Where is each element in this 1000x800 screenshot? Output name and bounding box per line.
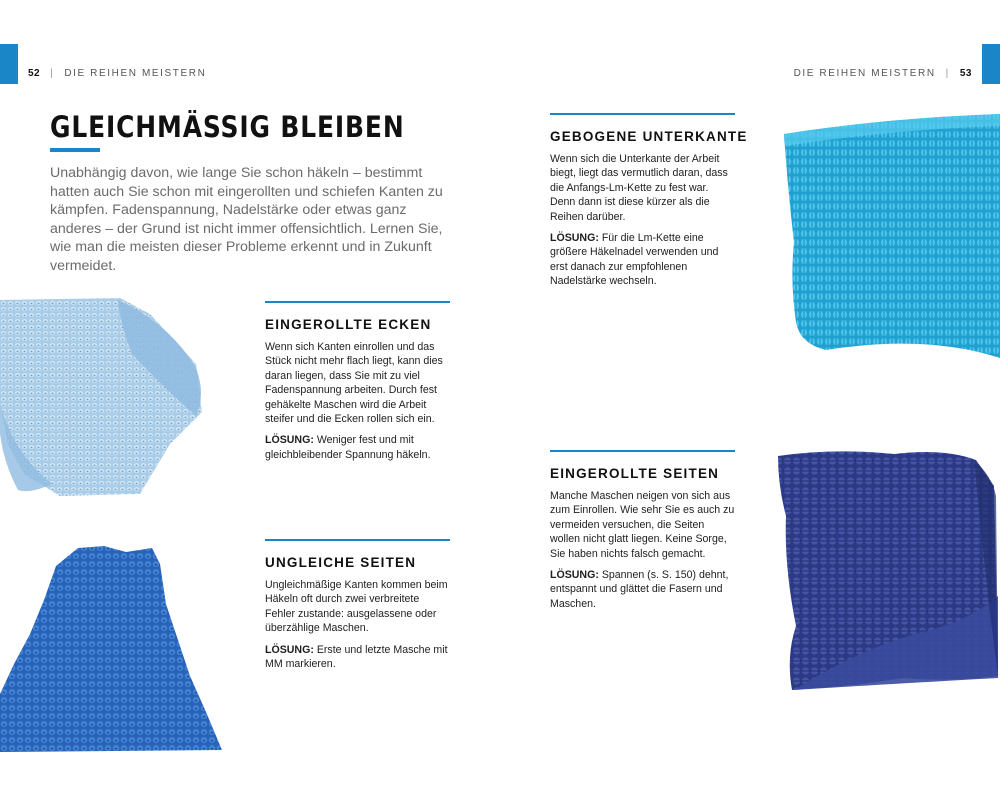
running-head-right: DIE REIHEN MEISTERN [793, 68, 936, 79]
section-rolled-corners [265, 301, 450, 469]
section-body: Wenn sich die Unterkante der Arbeit biegt, liegt das vermutlich daran, dass die Anfangs-Lm-Kette zu fest war. Denn dann ist diese kürzer als die Reihen darüber. [550, 153, 728, 223]
swatch-uneven-sides-image [0, 544, 232, 756]
solution-label: LÖSUNG: [550, 232, 599, 245]
solution-text: Spannen (s. S. 150) dehnt, entspannt und glättet die Fasern und Maschen. [550, 569, 729, 610]
section-body: Manche Maschen neigen von sich aus zum Einrollen. Wie sehr Sie es auch zu vermeiden versuchen, die Seiten wollen nicht glatt liegen. Keine Sorge, Sie haben nichts falsch gemacht. [550, 490, 735, 560]
section-heading: EINGEROLLTE SEITEN [550, 466, 720, 481]
swatch-rolled-corners-image [0, 294, 205, 504]
solution-label: LÖSUNG: [265, 643, 314, 656]
title-underline [50, 148, 100, 152]
section-rule [550, 450, 735, 452]
solution-text: Erste und letzte Masche mit MM markieren. [265, 643, 448, 671]
section-heading: EINGEROLLTE ECKEN [265, 317, 432, 332]
section-heading: GEBOGENE UNTERKANTE [550, 129, 748, 144]
section-rule [265, 301, 450, 303]
section-curved-bottom-edge [550, 113, 748, 296]
section-solution [550, 568, 735, 611]
solution-text: Weniger fest und mit gleichbleibender Spannung häkeln. [265, 434, 431, 461]
solution-label: LÖSUNG: [265, 434, 314, 447]
section-uneven-sides [265, 539, 450, 678]
left-running-header [28, 68, 206, 79]
page-title: GLEICHMÄSSIG BLEIBEN [50, 110, 405, 144]
swatch-rolled-sides-image [774, 446, 1000, 694]
running-head-left: DIE REIHEN MEISTERN [64, 68, 207, 79]
section-solution [550, 231, 735, 289]
section-solution [265, 433, 450, 462]
solution-text: Für die Lm-Kette eine größere Häkelnadel verwenden und erst danach zur empfohlenen Nadelstärke wechseln. [550, 232, 719, 288]
section-body: Wenn sich Kanten einrollen und das Stück nicht mehr flach liegt, kann dies daran liegen, dass Sie mit zu viel Fadenspannung arbeiten. Durch fest gehäkelte Maschen wird die Arbeit steifer und die Ecken rollen sich ein. [265, 341, 443, 426]
section-solution [265, 643, 450, 672]
right-page-tab-marker [982, 44, 1000, 84]
right-running-header [794, 68, 972, 79]
section-heading: UNGLEICHE SEITEN [265, 555, 417, 570]
section-rolled-sides [550, 450, 735, 618]
section-body: Ungleichmäßige Kanten kommen beim Häkeln oft durch zwei verbreitete Fehler zustande: ausgelassene oder überzählige Maschen. [265, 579, 448, 635]
intro-paragraph: Unabhängig davon, wie lange Sie schon häkeln – bestimmt hatten auch Sie schon mit eingerollten und schiefen Kanten zu kämpfen. Fadenspannung, Nadelstärke oder etwas ganz anderes – der Grund ist nicht immer offensichtlich. Lernen Sie, wie man die meisten dieser Probleme erkennt und in Zukunft vermeidet. [50, 165, 443, 274]
page-number-left: 52 [28, 68, 41, 79]
swatch-curved-bottom-edge-image [776, 112, 1000, 358]
right-page [500, 0, 1000, 800]
page-number-right: 53 [959, 68, 972, 79]
section-rule [550, 113, 735, 115]
solution-label: LÖSUNG: [550, 569, 599, 582]
header-separator: | [50, 68, 55, 79]
header-separator: | [945, 68, 950, 79]
left-page-tab-marker [0, 44, 18, 84]
section-rule [265, 539, 450, 541]
